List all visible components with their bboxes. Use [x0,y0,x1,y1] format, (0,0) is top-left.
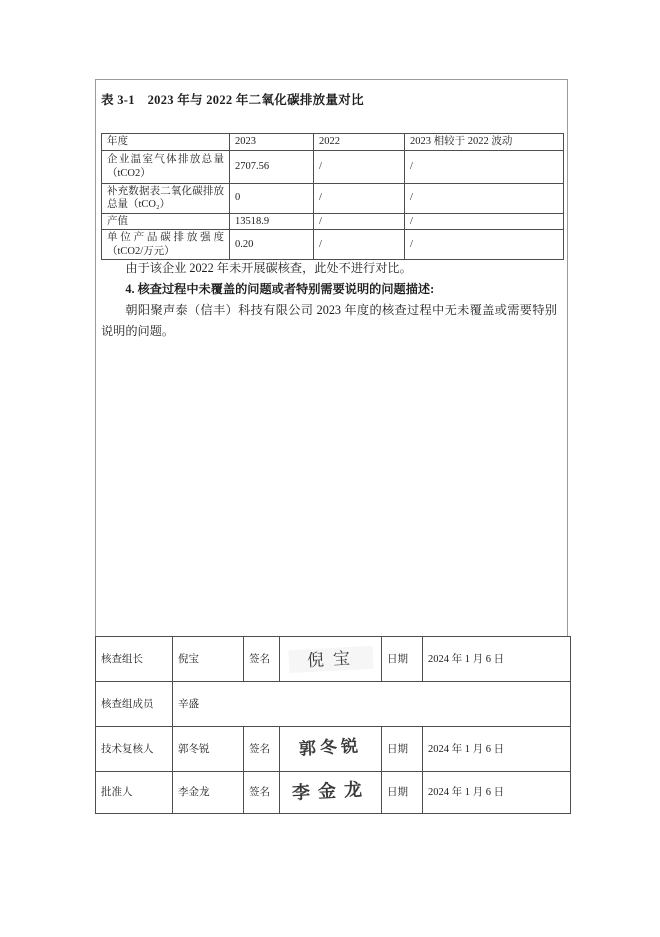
role-label: 核查组长 [96,637,173,682]
signature-handwriting: 郭冬锐 [298,735,363,760]
date-label: 日期 [382,727,423,772]
sign-label: 签名 [244,727,280,772]
signature-table [95,636,571,814]
signature-cell [280,727,382,772]
value-2023: 2707.56 [230,150,314,183]
row-label: 补充数据表二氧化碳排放总量（tCO₂） [102,183,230,213]
person-name: 郭冬锐 [173,727,244,772]
value-change: / [405,213,564,230]
value-2023: 13518.9 [230,213,314,230]
section-4-heading: 4. 核查过程中未覆盖的问题或者特别需要说明的问题描述: [125,282,435,296]
table-row [102,183,564,213]
note-paragraph: 由于该企业 2022 年未开展碳核查，此处不进行对比。 [125,261,412,275]
person-name: 李金龙 [173,772,244,814]
header-2022: 2022 [314,134,405,151]
emissions-comparison-table [101,133,564,260]
value-2023: 0 [230,183,314,213]
table-row [102,150,564,183]
value-2022: / [314,213,405,230]
signature-row-approver [96,772,571,814]
table-header-row [102,134,564,151]
header-change: 2023 相较于 2022 波动 [405,134,564,151]
signature-handwriting: 李金龙 [291,778,370,804]
value-2022: / [314,230,405,260]
value-change: / [405,230,564,260]
table-caption: 表 3-1 2023 年与 2022 年二氧化碳排放量对比 [101,93,364,107]
sign-label: 签名 [244,772,280,814]
value-change: / [405,183,564,213]
row-label: 企业温室气体排放总量（tCO2） [102,150,230,183]
body-text [101,258,557,342]
date-label: 日期 [382,772,423,814]
person-name: 辛盛 [173,682,571,727]
sign-label: 签名 [244,637,280,682]
section-4-paragraph: 朝阳聚声泰（信丰）科技有限公司 2023 年度的核查过程中无未覆盖或需要特别说明的问题。 [101,303,557,338]
date-value: 2024 年 1 月 6 日 [423,772,571,814]
signature-cell [280,772,382,814]
signature-cell [280,637,382,682]
role-label: 批准人 [96,772,173,814]
signature-row-technical-reviewer [96,727,571,772]
role-label: 核查组成员 [96,682,173,727]
header-year: 年度 [102,134,230,151]
value-2023: 0.20 [230,230,314,260]
value-2022: / [314,150,405,183]
signature-row-team-members [96,682,571,727]
signature-handwriting: 倪宝 [288,645,373,672]
date-value: 2024 年 1 月 6 日 [423,637,571,682]
role-label: 技术复核人 [96,727,173,772]
table-row [102,213,564,230]
date-value: 2024 年 1 月 6 日 [423,727,571,772]
value-2022: / [314,183,405,213]
content-frame [95,79,568,814]
header-2023: 2023 [230,134,314,151]
value-change: / [405,150,564,183]
row-label: 单位产品碳排放强度（tCO2/万元） [102,230,230,260]
row-label: 产值 [102,213,230,230]
signature-row-team-leader [96,637,571,682]
table-row [102,230,564,260]
person-name: 倪宝 [173,637,244,682]
date-label: 日期 [382,637,423,682]
